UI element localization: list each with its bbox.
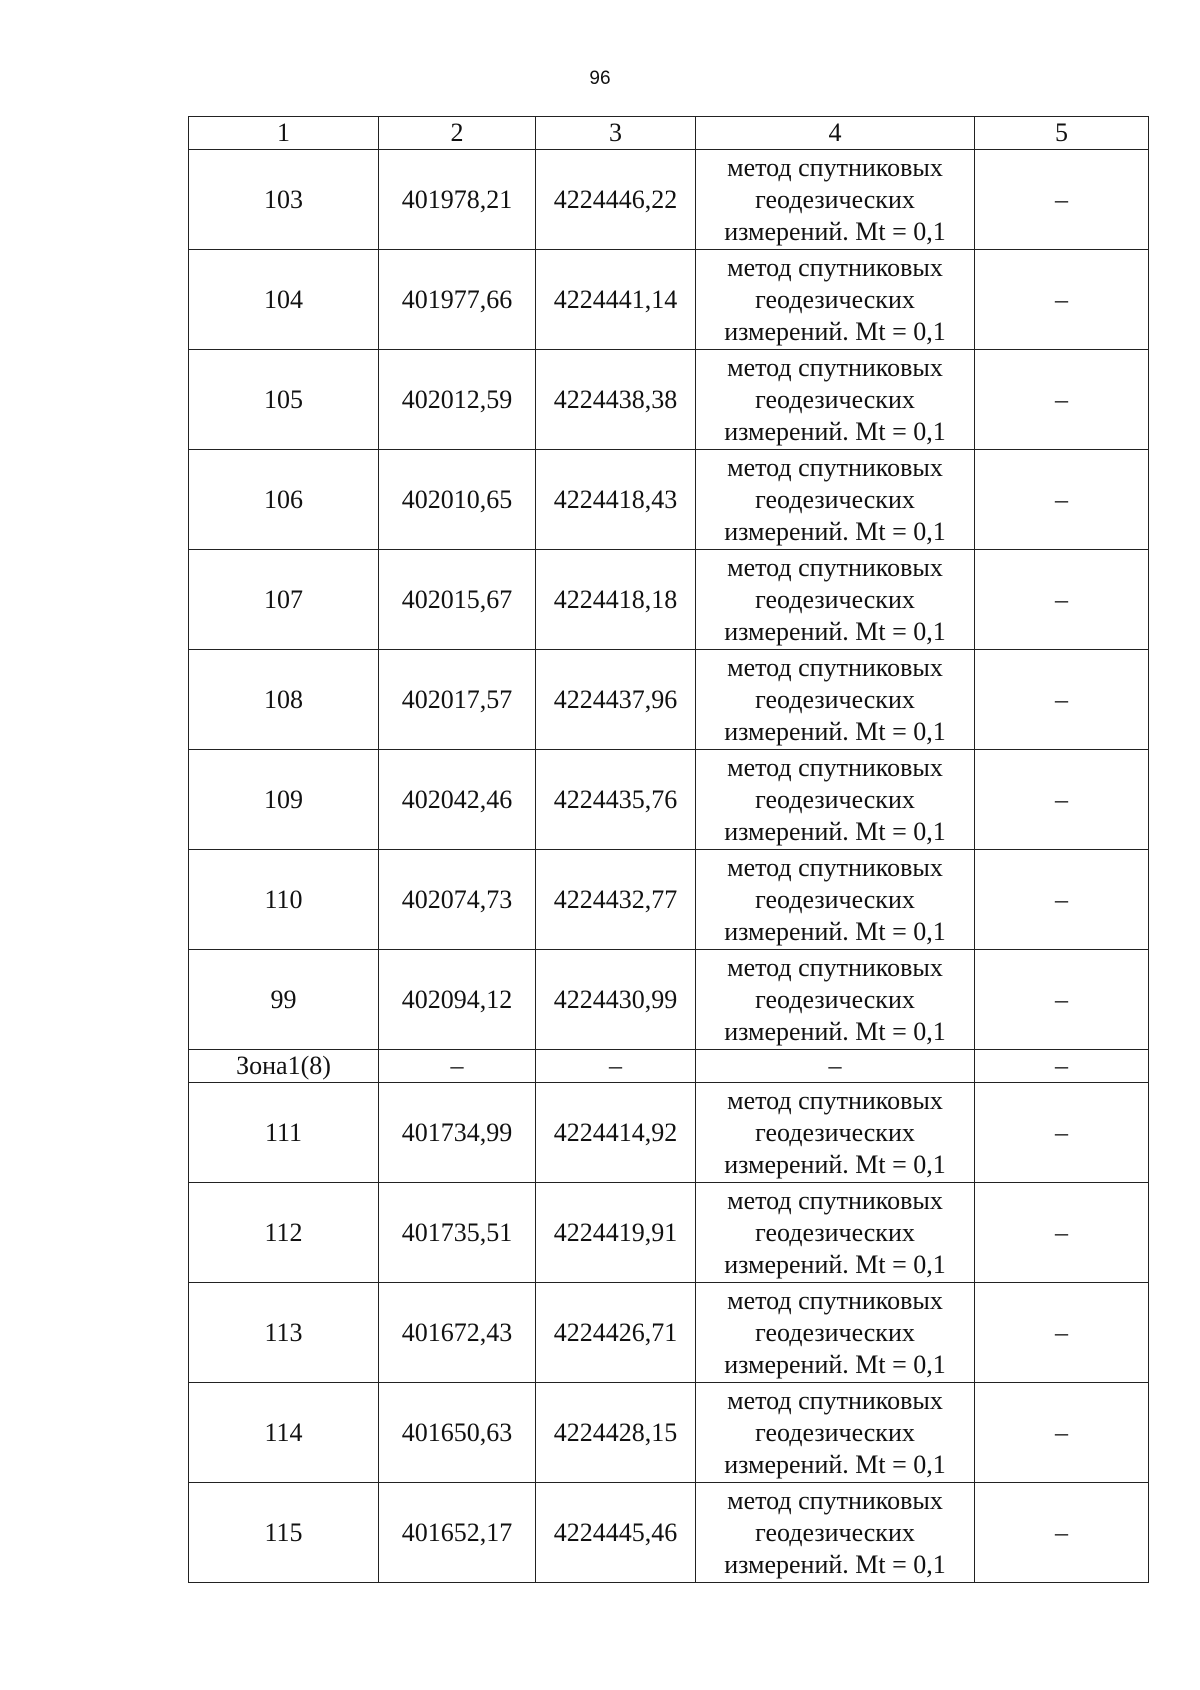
x-coordinate-cell: 402042,46 — [379, 750, 536, 850]
method-line: измерений. Mt = 0,1 — [724, 416, 946, 446]
point-number-cell: 107 — [189, 550, 379, 650]
method-line: геодезических — [755, 1117, 915, 1147]
method-line: измерений. Mt = 0,1 — [724, 1149, 946, 1179]
point-number-cell: 108 — [189, 650, 379, 750]
point-number-cell: 105 — [189, 350, 379, 450]
table-row — [189, 850, 1149, 950]
method-cell — [696, 350, 975, 450]
note-cell: – — [975, 850, 1149, 950]
note-cell: – — [975, 650, 1149, 750]
table-row — [189, 950, 1149, 1050]
method-line: геодезических — [755, 1317, 915, 1347]
table-row — [189, 250, 1149, 350]
method-cell — [696, 1283, 975, 1383]
table-row — [189, 1383, 1149, 1483]
point-number-cell: 109 — [189, 750, 379, 850]
method-line: измерений. Mt = 0,1 — [724, 216, 946, 246]
x-coordinate-cell: 402017,57 — [379, 650, 536, 750]
table-row — [189, 150, 1149, 250]
point-number-cell: 104 — [189, 250, 379, 350]
method-line: метод спутниковых — [727, 352, 943, 382]
table-row — [189, 350, 1149, 450]
method-cell — [696, 1083, 975, 1183]
x-coordinate-cell: 402012,59 — [379, 350, 536, 450]
table-row — [189, 1483, 1149, 1583]
method-cell — [696, 1050, 975, 1083]
note-cell: – — [975, 1483, 1149, 1583]
point-number-cell: 113 — [189, 1283, 379, 1383]
x-coordinate-cell: 401652,17 — [379, 1483, 536, 1583]
x-coordinate-cell: 401735,51 — [379, 1183, 536, 1283]
method-line: геодезических — [755, 384, 915, 414]
y-coordinate-cell: 4224438,38 — [536, 350, 696, 450]
method-line: метод спутниковых — [727, 1485, 943, 1515]
x-coordinate-cell: 401650,63 — [379, 1383, 536, 1483]
method-line: измерений. Mt = 0,1 — [724, 616, 946, 646]
method-line: метод спутниковых — [727, 1285, 943, 1315]
note-cell: – — [975, 350, 1149, 450]
method-cell — [696, 250, 975, 350]
header-cell: 4 — [696, 117, 975, 150]
y-coordinate-cell: 4224435,76 — [536, 750, 696, 850]
method-cell — [696, 750, 975, 850]
table-row — [189, 1283, 1149, 1383]
y-coordinate-cell: 4224428,15 — [536, 1383, 696, 1483]
method-cell — [696, 950, 975, 1050]
method-line: измерений. Mt = 0,1 — [724, 316, 946, 346]
method-line: измерений. Mt = 0,1 — [724, 1549, 946, 1579]
table-row — [189, 650, 1149, 750]
method-line: метод спутниковых — [727, 452, 943, 482]
method-line: метод спутниковых — [727, 852, 943, 882]
zone-row — [189, 1050, 1149, 1083]
y-coordinate-cell: 4224419,91 — [536, 1183, 696, 1283]
note-cell: – — [975, 750, 1149, 850]
method-line: измерений. Mt = 0,1 — [724, 816, 946, 846]
note-cell: – — [975, 1383, 1149, 1483]
method-line: метод спутниковых — [727, 1385, 943, 1415]
method-line: измерений. Mt = 0,1 — [724, 1449, 946, 1479]
header-cell: 2 — [379, 117, 536, 150]
method-line: геодезических — [755, 784, 915, 814]
method-line: геодезических — [755, 1217, 915, 1247]
method-cell — [696, 1483, 975, 1583]
y-coordinate-cell: 4224418,18 — [536, 550, 696, 650]
method-line: геодезических — [755, 484, 915, 514]
page-number: 96 — [589, 68, 611, 89]
method-line: метод спутниковых — [727, 952, 943, 982]
table-row — [189, 450, 1149, 550]
coordinates-table — [188, 116, 1149, 1583]
method-line: геодезических — [755, 684, 915, 714]
point-number-cell: 112 — [189, 1183, 379, 1283]
table-row — [189, 1083, 1149, 1183]
note-cell: – — [975, 950, 1149, 1050]
note-cell: – — [975, 250, 1149, 350]
method-cell — [696, 1383, 975, 1483]
method-cell — [696, 150, 975, 250]
y-coordinate-cell: 4224418,43 — [536, 450, 696, 550]
method-cell — [696, 1183, 975, 1283]
method-cell — [696, 650, 975, 750]
x-coordinate-cell: 402074,73 — [379, 850, 536, 950]
method-line: геодезических — [755, 1517, 915, 1547]
note-cell: – — [975, 1083, 1149, 1183]
x-coordinate-cell: 401672,43 — [379, 1283, 536, 1383]
note-cell: – — [975, 1283, 1149, 1383]
y-coordinate-cell: 4224437,96 — [536, 650, 696, 750]
table-row — [189, 550, 1149, 650]
table-header-row — [189, 117, 1149, 150]
table-row — [189, 1183, 1149, 1283]
point-number-cell: Зона1(8) — [189, 1050, 379, 1083]
method-line: метод спутниковых — [727, 752, 943, 782]
y-coordinate-cell: 4224441,14 — [536, 250, 696, 350]
x-coordinate-cell: 401978,21 — [379, 150, 536, 250]
method-line: геодезических — [755, 884, 915, 914]
method-line: метод спутниковых — [727, 152, 943, 182]
x-coordinate-cell: 401734,99 — [379, 1083, 536, 1183]
y-coordinate-cell: 4224432,77 — [536, 850, 696, 950]
method-line: метод спутниковых — [727, 1185, 943, 1215]
x-coordinate-cell: 402010,65 — [379, 450, 536, 550]
point-number-cell: 103 — [189, 150, 379, 250]
note-cell: – — [975, 150, 1149, 250]
method-line: метод спутниковых — [727, 252, 943, 282]
point-number-cell: 111 — [189, 1083, 379, 1183]
note-cell: – — [975, 450, 1149, 550]
header-cell: 5 — [975, 117, 1149, 150]
method-line: измерений. Mt = 0,1 — [724, 916, 946, 946]
y-coordinate-cell: 4224430,99 — [536, 950, 696, 1050]
x-coordinate-cell: 402094,12 — [379, 950, 536, 1050]
y-coordinate-cell: 4224426,71 — [536, 1283, 696, 1383]
x-coordinate-cell: 401977,66 — [379, 250, 536, 350]
point-number-cell: 115 — [189, 1483, 379, 1583]
method-line: измерений. Mt = 0,1 — [724, 1249, 946, 1279]
method-line: геодезических — [755, 1417, 915, 1447]
y-coordinate-cell: 4224445,46 — [536, 1483, 696, 1583]
point-number-cell: 110 — [189, 850, 379, 950]
method-line: метод спутниковых — [727, 1085, 943, 1115]
point-number-cell: 99 — [189, 950, 379, 1050]
y-coordinate-cell: 4224446,22 — [536, 150, 696, 250]
table-row — [189, 750, 1149, 850]
method-line: метод спутниковых — [727, 652, 943, 682]
method-cell — [696, 850, 975, 950]
method-line: – — [828, 1051, 842, 1080]
x-coordinate-cell: – — [379, 1050, 536, 1083]
header-cell: 3 — [536, 117, 696, 150]
method-line: измерений. Mt = 0,1 — [724, 1016, 946, 1046]
method-cell — [696, 450, 975, 550]
method-line: измерений. Mt = 0,1 — [724, 1349, 946, 1379]
point-number-cell: 114 — [189, 1383, 379, 1483]
method-line: измерений. Mt = 0,1 — [724, 516, 946, 546]
note-cell: – — [975, 550, 1149, 650]
method-line: геодезических — [755, 284, 915, 314]
note-cell: – — [975, 1050, 1149, 1083]
method-line: измерений. Mt = 0,1 — [724, 716, 946, 746]
method-line: геодезических — [755, 984, 915, 1014]
point-number-cell: 106 — [189, 450, 379, 550]
method-line: метод спутниковых — [727, 552, 943, 582]
y-coordinate-cell: 4224414,92 — [536, 1083, 696, 1183]
note-cell: – — [975, 1183, 1149, 1283]
header-cell: 1 — [189, 117, 379, 150]
y-coordinate-cell: – — [536, 1050, 696, 1083]
method-line: геодезических — [755, 184, 915, 214]
x-coordinate-cell: 402015,67 — [379, 550, 536, 650]
method-line: геодезических — [755, 584, 915, 614]
method-cell — [696, 550, 975, 650]
